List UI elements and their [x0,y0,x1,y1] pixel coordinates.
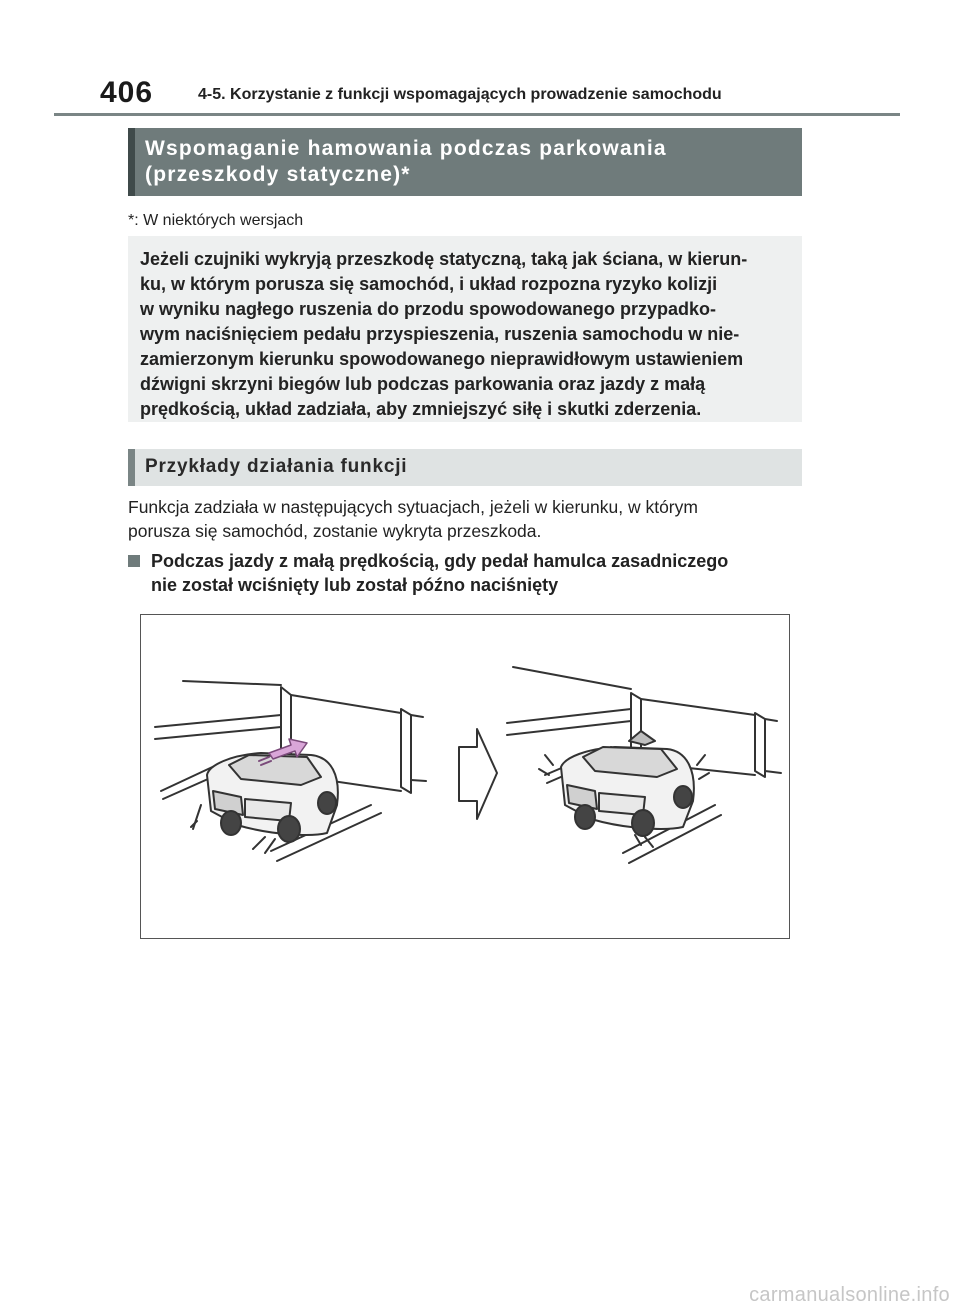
header-divider [54,113,900,116]
intro-line: w wyniku nagłego ruszenia do przodu spowodowanego przypadko- [140,299,717,319]
body-line: Funkcja zadziała w następujących sytuacjach, jeżeli w kierunku, w którym [128,497,698,517]
bullet-text [151,549,801,597]
transition-arrow-icon [459,729,497,819]
intro-line: zamierzonym kierunku spowodowanego nieprawidłowym ustawieniem [140,349,744,369]
intro-line: Jeżeli czujniki wykryją przeszkodę statyczną, taką jak ściana, w kierun- [140,249,748,269]
version-note: *: W niektórych wersjach [128,212,304,229]
intro-line: ku, w którym porusza się samochód, i układ rozpozna ryzyko kolizji [140,274,718,294]
body-line: porusza się samochód, zostanie wykryta przeszkoda. [128,521,542,541]
page-header [100,76,900,112]
subsection-title: Przykłady działania funkcji [145,456,408,477]
square-bullet-icon [128,555,140,567]
intro-line: prędkością, układ zadziała, aby zmniejszyć siłę i skutki zderzenia. [140,399,702,419]
watermark: carmanualsonline.info [749,1284,950,1306]
intro-box [128,236,802,422]
subsection-body [128,495,802,543]
car-left-icon [193,753,338,853]
parking-illustration [141,615,789,938]
intro-line: dźwigni skrzyni biegów lub podczas parkowania oraz jazdy z małą [140,374,706,394]
page-number: 406 [100,76,154,109]
section-title: Wspomaganie hamowania podczas parkowania (przeszkody statyczne)* [145,137,667,186]
section-title-box [128,128,802,196]
car-right-icon [539,731,709,847]
bullet-line: Podczas jazdy z małą prędkością, gdy pedał hamulca zasadniczego [151,551,729,571]
illustration-frame [140,614,790,939]
chapter-title: 4-5. Korzystanie z funkcji wspomagających prowadzenie samochodu [198,86,722,103]
subsection-title-box [128,449,802,486]
intro-line: wym naciśnięciem pedału przyspieszenia, ruszenia samochodu w nie- [140,324,740,344]
bullet-line: nie został wciśnięty lub został późno naciśnięty [151,575,559,595]
